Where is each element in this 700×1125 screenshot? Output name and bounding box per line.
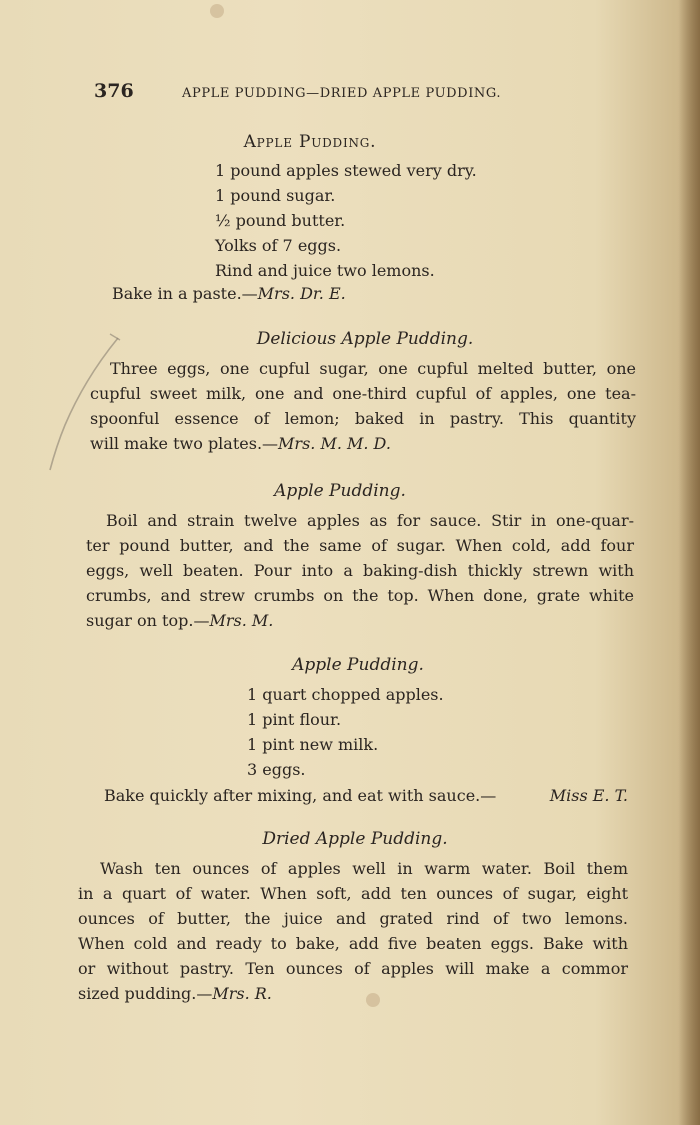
running-header <box>94 80 564 102</box>
text-line: in a quart of water. When soft, add ten ounces of sugar, eight <box>78 884 628 903</box>
text-line: ounces of butter, the juice and grated rind of two lemons. <box>78 909 628 928</box>
text-line: cupful sweet milk, one and one-third cupful of apples, one tea- <box>90 384 636 403</box>
ingredient: 1 quart chopped apples. <box>247 685 444 704</box>
attribution: Mrs. M. <box>209 611 274 630</box>
attribution: Mrs. Dr. E. <box>257 284 346 303</box>
text-line: sugar on top.—Mrs. M. <box>86 611 274 630</box>
ingredient: 1 pint new milk. <box>247 735 379 754</box>
text-line: Wash ten ounces of apples well in warm water. Boil them <box>100 859 628 878</box>
text-line: crumbs, and strew crumbs on the top. When done, grate white <box>86 586 634 605</box>
text-line: Three eggs, one cupful sugar, one cupful melted butter, one <box>110 359 636 378</box>
text-line: or without pastry. Ten ounces of apples will make a commor <box>78 959 628 978</box>
recipe-title: Delicious Apple Pudding. <box>256 329 474 349</box>
text-line: will make two plates.—Mrs. M. M. D. <box>90 434 391 453</box>
ingredient: ½ pound butter. <box>215 211 346 230</box>
ingredient: 1 pint flour. <box>247 710 342 729</box>
running-title: APPLE PUDDING—DRIED APPLE PUDDING. <box>182 86 502 101</box>
recipe-instruction: Bake quickly after mixing, and eat with sauce.— Miss E. T. <box>104 786 628 805</box>
stain <box>210 4 224 18</box>
text-line: ter pound butter, and the same of sugar. When cold, add four <box>86 536 634 555</box>
ingredient: 1 pound apples stewed very dry. <box>215 161 477 180</box>
recipe-title: Apple Pudding. <box>274 481 406 501</box>
recipe-text <box>86 508 634 633</box>
recipe-instruction: Bake in a paste.—Mrs. Dr. E. <box>112 284 346 303</box>
recipe-title: Dried Apple Pudding. <box>262 829 448 849</box>
text-line: When cold and ready to bake, add five beaten eggs. Bake with <box>78 934 628 953</box>
text-line: Boil and strain twelve apples as for sauce. Stir in one-quar- <box>106 511 634 530</box>
text-line: eggs, well beaten. Pour into a baking-dish thickly strewn with <box>86 561 634 580</box>
recipe-title: Apple Pudding. <box>292 655 424 675</box>
text-line: sized pudding.—Mrs. R. <box>78 984 272 1003</box>
attribution: Mrs. M. M. D. <box>278 434 391 453</box>
attribution: Miss E. T. <box>549 786 628 805</box>
ingredient: Rind and juice two lemons. <box>215 261 435 280</box>
recipe-text <box>90 356 636 456</box>
page-spine-shadow <box>678 0 700 1125</box>
ingredient: 1 pound sugar. <box>215 186 336 205</box>
ingredient-list <box>247 682 444 782</box>
ingredient: 3 eggs. <box>247 760 306 779</box>
ingredient-list <box>215 158 477 283</box>
ingredient: Yolks of 7 eggs. <box>215 236 342 255</box>
recipe-text <box>78 856 628 1006</box>
recipe-title: Apple Pudding. <box>243 132 377 152</box>
text-line: spoonful essence of lemon; baked in pastry. This quantity <box>90 409 636 428</box>
page-number: 376 <box>94 80 134 102</box>
attribution: Mrs. R. <box>212 984 272 1003</box>
